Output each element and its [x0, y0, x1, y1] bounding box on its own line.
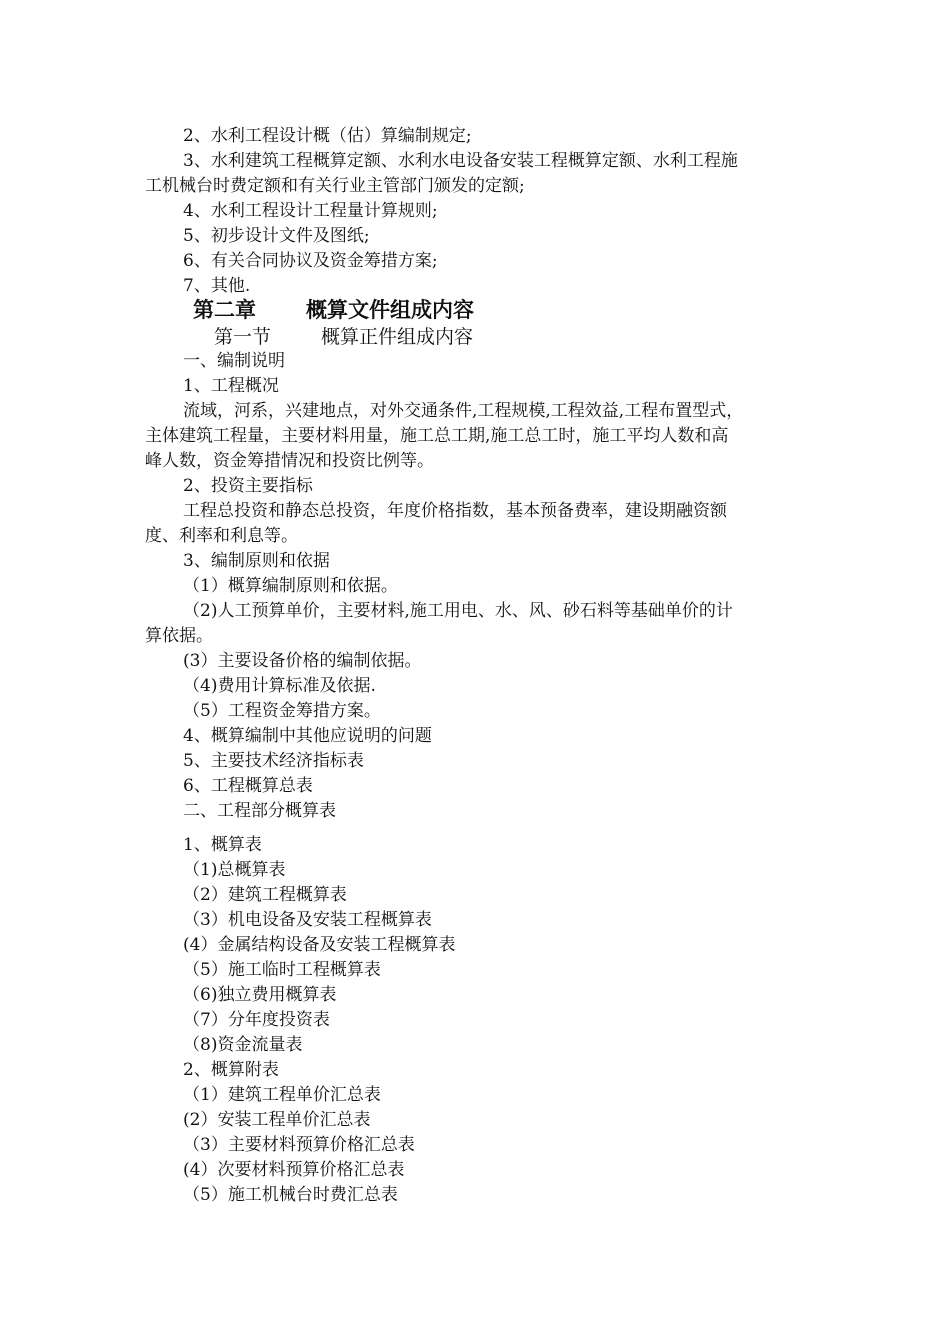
list-item: 3、水利建筑工程概算定额、水利水电设备安装工程概算定额、水利工程施 [183, 151, 738, 171]
list-item: （5）施工临时工程概算表 [183, 960, 381, 980]
chapter-title: 概算文件组成内容 [306, 298, 474, 322]
list-item: 7、其他. [183, 276, 251, 296]
list-item: (4）金属结构设备及安装工程概算表 [183, 935, 456, 955]
list-item: 5、初步设计文件及图纸; [183, 226, 370, 246]
paragraph-line: 主体建筑工程量，主要材料用量，施工总工期,施工总工时，施工平均人数和高 [145, 426, 729, 446]
list-item: （4)费用计算标准及依据. [183, 676, 376, 696]
heading-level-2: 1、工程概况 [183, 376, 279, 396]
list-item-continuation: 工机械台时费定额和有关行业主管部门颁发的定额; [145, 176, 525, 196]
list-item: （2)人工预算单价，主要材料,施工用电、水、风、砂石料等基础单价的计 [183, 601, 733, 621]
heading-level-2: 4、概算编制中其他应说明的问题 [183, 726, 432, 746]
heading-level-2: 2、投资主要指标 [183, 476, 313, 496]
chapter-number: 第二章 [193, 298, 256, 322]
list-item: （5）施工机械台时费汇总表 [183, 1185, 398, 1205]
list-item: (2）安装工程单价汇总表 [183, 1110, 371, 1130]
list-item: （7）分年度投资表 [183, 1010, 330, 1030]
list-item: (4）次要材料预算价格汇总表 [183, 1160, 405, 1180]
list-item-continuation: 算依据。 [145, 626, 213, 646]
heading-level-1: 二、工程部分概算表 [183, 801, 336, 821]
section-number: 第一节 [214, 326, 272, 348]
paragraph-line: 流域，河系，兴建地点，对外交通条件,工程规模,工程效益,工程布置型式， [183, 401, 744, 421]
list-item: （1)总概算表 [183, 860, 286, 880]
chapter-heading [193, 296, 474, 324]
list-item: （3）机电设备及安装工程概算表 [183, 910, 432, 930]
list-item: 6、有关合同协议及资金筹措方案; [183, 251, 438, 271]
list-item: （3）主要材料预算价格汇总表 [183, 1135, 415, 1155]
list-item: (3）主要设备价格的编制依据。 [183, 651, 422, 671]
paragraph-line: 工程总投资和静态总投资，年度价格指数，基本预备费率，建设期融资额 [183, 501, 727, 521]
paragraph-line: 度、利率和利息等。 [145, 526, 298, 546]
list-item: （8)资金流量表 [183, 1035, 303, 1055]
list-item: （1）概算编制原则和依据。 [183, 576, 398, 596]
section-heading [214, 324, 473, 350]
heading-level-2: 5、主要技术经济指标表 [183, 751, 364, 771]
heading-level-1: 一、编制说明 [183, 351, 285, 371]
list-item: （5）工程资金筹措方案。 [183, 701, 381, 721]
list-item: （6)独立费用概算表 [183, 985, 337, 1005]
list-item: 2、水利工程设计概（估）算编制规定; [183, 126, 472, 146]
list-item: 4、水利工程设计工程量计算规则; [183, 201, 438, 221]
heading-level-2: 1、概算表 [183, 835, 262, 855]
section-title: 概算正件组成内容 [321, 326, 474, 348]
list-item: （2）建筑工程概算表 [183, 885, 347, 905]
heading-level-2: 6、工程概算总表 [183, 776, 313, 796]
list-item: （1）建筑工程单价汇总表 [183, 1085, 381, 1105]
heading-level-2: 2、概算附表 [183, 1060, 279, 1080]
paragraph-line: 峰人数，资金筹措情况和投资比例等。 [145, 451, 434, 471]
heading-level-2: 3、编制原则和依据 [183, 551, 330, 571]
